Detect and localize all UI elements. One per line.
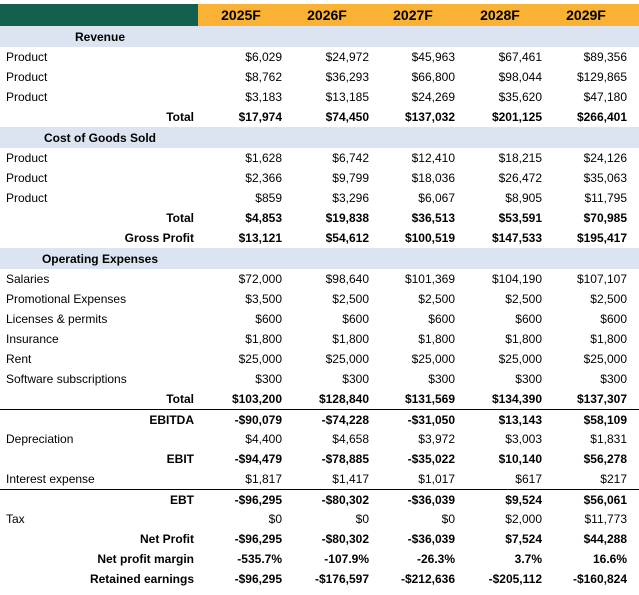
row-label: Retained earnings: [89, 572, 194, 586]
value-cell: $2,366: [245, 171, 282, 185]
row-label: Rent: [6, 352, 32, 366]
value-cell: $13,143: [498, 412, 542, 427]
total-row: [0, 489, 639, 509]
value-cell: -$36,039: [407, 492, 455, 507]
value-cell: $24,126: [583, 151, 627, 165]
value-cell: $13,121: [238, 231, 282, 245]
value-cell: $4,853: [245, 211, 282, 225]
value-cell: $13,185: [325, 90, 369, 104]
value-cell: $1,800: [505, 332, 542, 346]
value-cell: $7,524: [505, 532, 542, 546]
value-cell: $0: [355, 512, 369, 526]
line-item-row: [0, 269, 639, 289]
value-cell: $6,067: [418, 191, 455, 205]
value-cell: -$80,302: [321, 492, 369, 507]
value-cell: $1,800: [590, 332, 627, 346]
value-cell: $58,109: [583, 412, 627, 427]
value-cell: $147,533: [491, 231, 542, 245]
row-label: Tax: [6, 512, 25, 526]
value-cell: $56,278: [583, 452, 627, 466]
line-item-row: [0, 168, 639, 188]
value-cell: -107.9%: [324, 552, 369, 566]
value-cell: $1,800: [418, 332, 455, 346]
value-cell: $18,036: [411, 171, 455, 185]
year-header-row: [0, 4, 639, 26]
value-cell: $1,017: [418, 472, 455, 486]
line-item-row: [0, 309, 639, 329]
header-corner-cell: [0, 4, 198, 26]
row-label: Product: [6, 70, 48, 84]
value-cell: -$74,228: [321, 412, 369, 427]
year-header-4: 2029F: [566, 7, 606, 23]
value-cell: $98,640: [325, 272, 369, 286]
value-cell: 3.7%: [514, 552, 542, 566]
value-cell: $2,500: [590, 292, 627, 306]
total-row: [0, 529, 639, 549]
value-cell: $98,044: [498, 70, 542, 84]
value-cell: $47,180: [583, 90, 627, 104]
value-cell: $600: [342, 312, 369, 326]
value-cell: $53,591: [498, 211, 542, 225]
value-cell: $617: [515, 472, 542, 486]
value-cell: -535.7%: [237, 552, 282, 566]
value-cell: $0: [441, 512, 455, 526]
value-cell: $1,628: [245, 151, 282, 165]
row-label: Revenue: [74, 29, 126, 44]
year-header-0: 2025F: [221, 7, 261, 23]
value-cell: $1,831: [590, 432, 627, 446]
value-cell: $45,963: [411, 50, 455, 64]
row-label: Net profit margin: [97, 552, 194, 566]
row-label: Operating Expenses: [41, 251, 159, 266]
value-cell: $600: [255, 312, 282, 326]
row-label: Product: [6, 171, 48, 185]
value-cell: -26.3%: [416, 552, 455, 566]
value-cell: $128,840: [318, 392, 369, 406]
value-cell: -$160,824: [572, 572, 627, 586]
value-cell: $1,417: [332, 472, 369, 486]
value-cell: $74,450: [325, 110, 369, 124]
value-cell: $134,390: [491, 392, 542, 406]
year-header-3: 2028F: [480, 7, 520, 23]
value-cell: -$31,050: [407, 412, 455, 427]
row-label: Software subscriptions: [6, 372, 127, 386]
line-item-row: [0, 188, 639, 208]
value-cell: $19,838: [325, 211, 369, 225]
value-cell: -$35,022: [407, 452, 455, 466]
value-cell: $24,972: [325, 50, 369, 64]
value-cell: $1,800: [245, 332, 282, 346]
value-cell: $24,269: [411, 90, 455, 104]
value-cell: $195,417: [576, 231, 627, 245]
value-cell: $600: [600, 312, 627, 326]
value-cell: $36,513: [411, 211, 455, 225]
row-label: EBIT: [166, 452, 194, 466]
value-cell: $300: [600, 372, 627, 386]
line-item-row: [0, 349, 639, 369]
value-cell: 16.6%: [592, 552, 627, 566]
value-cell: $131,569: [404, 392, 455, 406]
value-cell: $25,000: [583, 352, 627, 366]
value-cell: -$96,295: [234, 492, 282, 507]
line-item-row: [0, 47, 639, 67]
line-item-row: [0, 67, 639, 87]
value-cell: $137,307: [576, 392, 627, 406]
value-cell: -$80,302: [321, 532, 369, 546]
value-cell: $89,356: [583, 50, 627, 64]
value-cell: $266,401: [576, 110, 627, 124]
row-label: Product: [6, 50, 48, 64]
value-cell: $36,293: [325, 70, 369, 84]
row-label: EBITDA: [149, 412, 194, 427]
value-cell: -$205,112: [488, 572, 542, 586]
value-cell: $101,369: [404, 272, 455, 286]
value-cell: -$90,079: [234, 412, 282, 427]
value-cell: $8,905: [505, 191, 542, 205]
value-cell: $9,799: [332, 171, 369, 185]
value-cell: $72,000: [238, 272, 282, 286]
row-label: Total: [166, 211, 194, 225]
total-row: [0, 107, 639, 127]
value-cell: $1,800: [332, 332, 369, 346]
value-cell: $600: [428, 312, 455, 326]
total-row: [0, 449, 639, 469]
value-cell: $100,519: [404, 231, 455, 245]
value-cell: $25,000: [325, 352, 369, 366]
value-cell: $3,500: [245, 292, 282, 306]
total-row: [0, 549, 639, 569]
value-cell: $129,865: [576, 70, 627, 84]
value-cell: $4,658: [332, 432, 369, 446]
value-cell: $3,183: [245, 90, 282, 104]
row-label: Product: [6, 90, 48, 104]
value-cell: $11,773: [584, 512, 627, 526]
value-cell: $300: [428, 372, 455, 386]
value-cell: $26,472: [498, 171, 542, 185]
row-label: Promotional Expenses: [6, 292, 127, 306]
row-label: Depreciation: [6, 432, 74, 446]
value-cell: $12,410: [411, 151, 455, 165]
total-row: [0, 228, 639, 248]
value-cell: $9,524: [505, 492, 542, 507]
value-cell: -$96,295: [234, 572, 282, 586]
value-cell: $3,296: [332, 191, 369, 205]
value-cell: $11,795: [584, 191, 627, 205]
value-cell: -$176,597: [314, 572, 369, 586]
value-cell: -$212,636: [400, 572, 455, 586]
value-cell: $103,200: [231, 392, 282, 406]
row-label: Total: [166, 110, 194, 124]
value-cell: $0: [268, 512, 282, 526]
value-cell: $25,000: [498, 352, 542, 366]
row-label: Product: [6, 191, 48, 205]
value-cell: $67,461: [498, 50, 542, 64]
value-cell: $6,029: [245, 50, 282, 64]
total-row: [0, 569, 639, 589]
section-header-row: [0, 26, 639, 47]
value-cell: $3,972: [418, 432, 455, 446]
value-cell: -$78,885: [321, 452, 369, 466]
value-cell: $70,985: [583, 211, 627, 225]
value-cell: $25,000: [238, 352, 282, 366]
row-label: Total: [166, 392, 194, 406]
value-cell: $300: [255, 372, 282, 386]
row-label: Interest expense: [6, 472, 95, 486]
value-cell: $66,800: [411, 70, 455, 84]
total-row: [0, 409, 639, 429]
section-header-row: [0, 127, 639, 148]
value-cell: $104,190: [491, 272, 542, 286]
value-cell: $4,400: [245, 432, 282, 446]
value-cell: $600: [515, 312, 542, 326]
value-cell: $35,063: [583, 171, 627, 185]
value-cell: $56,061: [583, 492, 627, 507]
line-item-row: [0, 329, 639, 349]
value-cell: $25,000: [411, 352, 455, 366]
line-item-row: [0, 148, 639, 168]
value-cell: $10,140: [498, 452, 542, 466]
value-cell: $35,620: [498, 90, 542, 104]
value-cell: $18,215: [498, 151, 542, 165]
value-cell: -$94,479: [234, 452, 282, 466]
value-cell: $54,612: [325, 231, 369, 245]
row-label: EBT: [170, 492, 194, 507]
line-item-row: [0, 469, 639, 489]
value-cell: $2,500: [332, 292, 369, 306]
row-label: Licenses & permits: [6, 312, 108, 326]
row-label: Salaries: [6, 272, 50, 286]
value-cell: $8,762: [245, 70, 282, 84]
row-label: Net Profit: [140, 532, 194, 546]
section-header-row: [0, 248, 639, 269]
year-header-2: 2027F: [393, 7, 433, 23]
line-item-row: [0, 289, 639, 309]
value-cell: -$96,295: [234, 532, 282, 546]
value-cell: $859: [255, 191, 282, 205]
line-item-row: [0, 429, 639, 449]
line-item-row: [0, 369, 639, 389]
row-label: Gross Profit: [124, 231, 194, 245]
row-label: Insurance: [6, 332, 59, 346]
value-cell: $137,032: [404, 110, 455, 124]
value-cell: $201,125: [491, 110, 542, 124]
line-item-row: [0, 87, 639, 107]
value-cell: $300: [515, 372, 542, 386]
value-cell: $1,817: [245, 472, 282, 486]
line-item-row: [0, 509, 639, 529]
value-cell: $107,107: [576, 272, 627, 286]
total-row: [0, 389, 639, 409]
value-cell: $300: [342, 372, 369, 386]
value-cell: -$36,039: [407, 532, 455, 546]
row-label: Cost of Goods Sold: [44, 130, 156, 145]
total-row: [0, 208, 639, 228]
value-cell: $6,742: [332, 151, 369, 165]
value-cell: $2,000: [505, 512, 542, 526]
value-cell: $44,288: [583, 532, 627, 546]
value-cell: $217: [600, 472, 627, 486]
value-cell: $17,974: [238, 110, 282, 124]
row-label: Product: [6, 151, 48, 165]
year-header-1: 2026F: [307, 7, 347, 23]
value-cell: $3,003: [505, 432, 542, 446]
value-cell: $2,500: [505, 292, 542, 306]
value-cell: $2,500: [418, 292, 455, 306]
